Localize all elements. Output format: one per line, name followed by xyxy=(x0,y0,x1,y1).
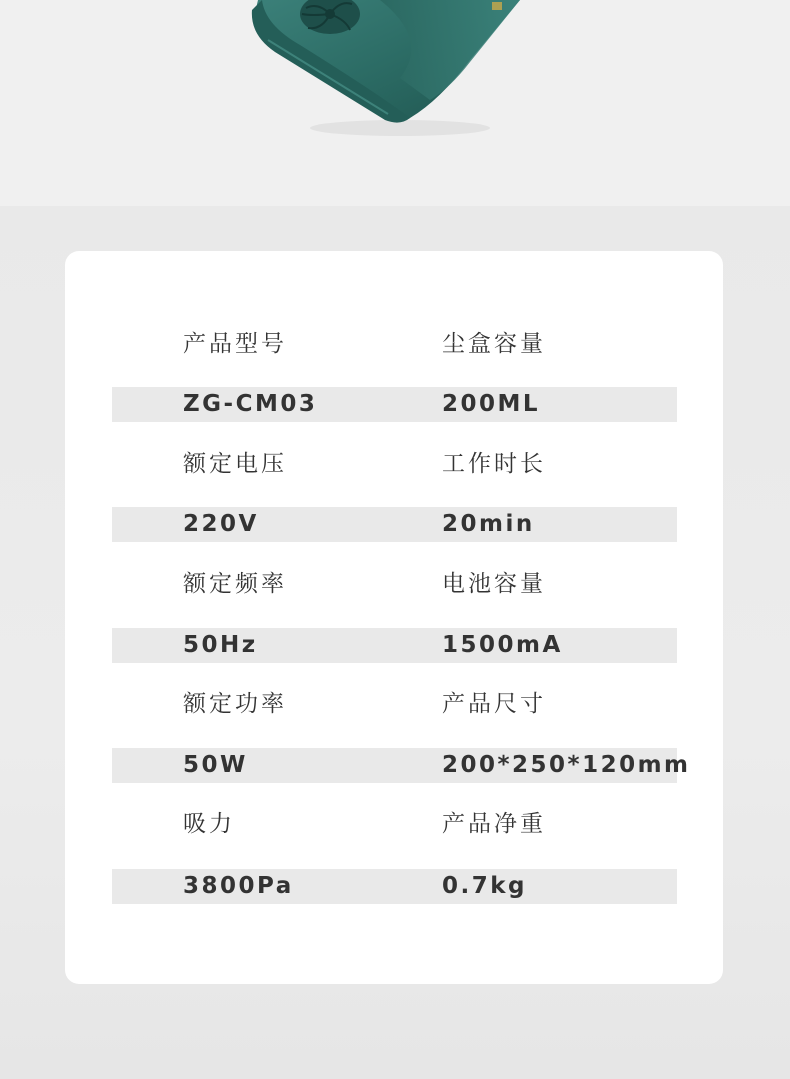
spec-value: ZG-CM03 xyxy=(183,391,318,417)
spec-value: 200*250*120mm xyxy=(442,752,691,778)
product-hero xyxy=(0,0,790,206)
spec-label-row xyxy=(112,567,677,602)
spec-label-row xyxy=(112,447,677,482)
spec-label: 尘盒容量 xyxy=(442,331,546,357)
spec-value-row xyxy=(112,507,677,542)
spec-value: 3800Pa xyxy=(183,873,294,899)
spec-label: 产品净重 xyxy=(442,811,546,837)
spec-value-row xyxy=(112,869,677,904)
spec-value: 220V xyxy=(183,511,259,537)
spec-label: 工作时长 xyxy=(442,451,546,477)
spec-label: 吸力 xyxy=(183,811,235,837)
spec-label: 电池容量 xyxy=(442,571,546,597)
spec-label: 额定功率 xyxy=(183,691,287,717)
spec-value: 50Hz xyxy=(183,632,258,658)
spec-value-row xyxy=(112,387,677,422)
spec-label: 产品型号 xyxy=(183,331,287,357)
spec-value: 200ML xyxy=(442,391,541,417)
spec-label-row xyxy=(112,327,677,362)
spec-value-row xyxy=(112,748,691,783)
product-image xyxy=(0,0,790,206)
spec-label-row xyxy=(112,807,677,842)
spec-value: 20min xyxy=(442,511,535,537)
logo-mark xyxy=(492,2,502,10)
spec-label-row xyxy=(112,687,677,722)
spec-label: 额定频率 xyxy=(183,571,287,597)
spec-value: 0.7kg xyxy=(442,873,528,899)
spec-value: 50W xyxy=(183,752,248,778)
spec-label: 额定电压 xyxy=(183,451,287,477)
spec-value: 1500mA xyxy=(442,632,563,658)
spec-value-row xyxy=(112,628,677,663)
spec-label: 产品尺寸 xyxy=(442,691,546,717)
